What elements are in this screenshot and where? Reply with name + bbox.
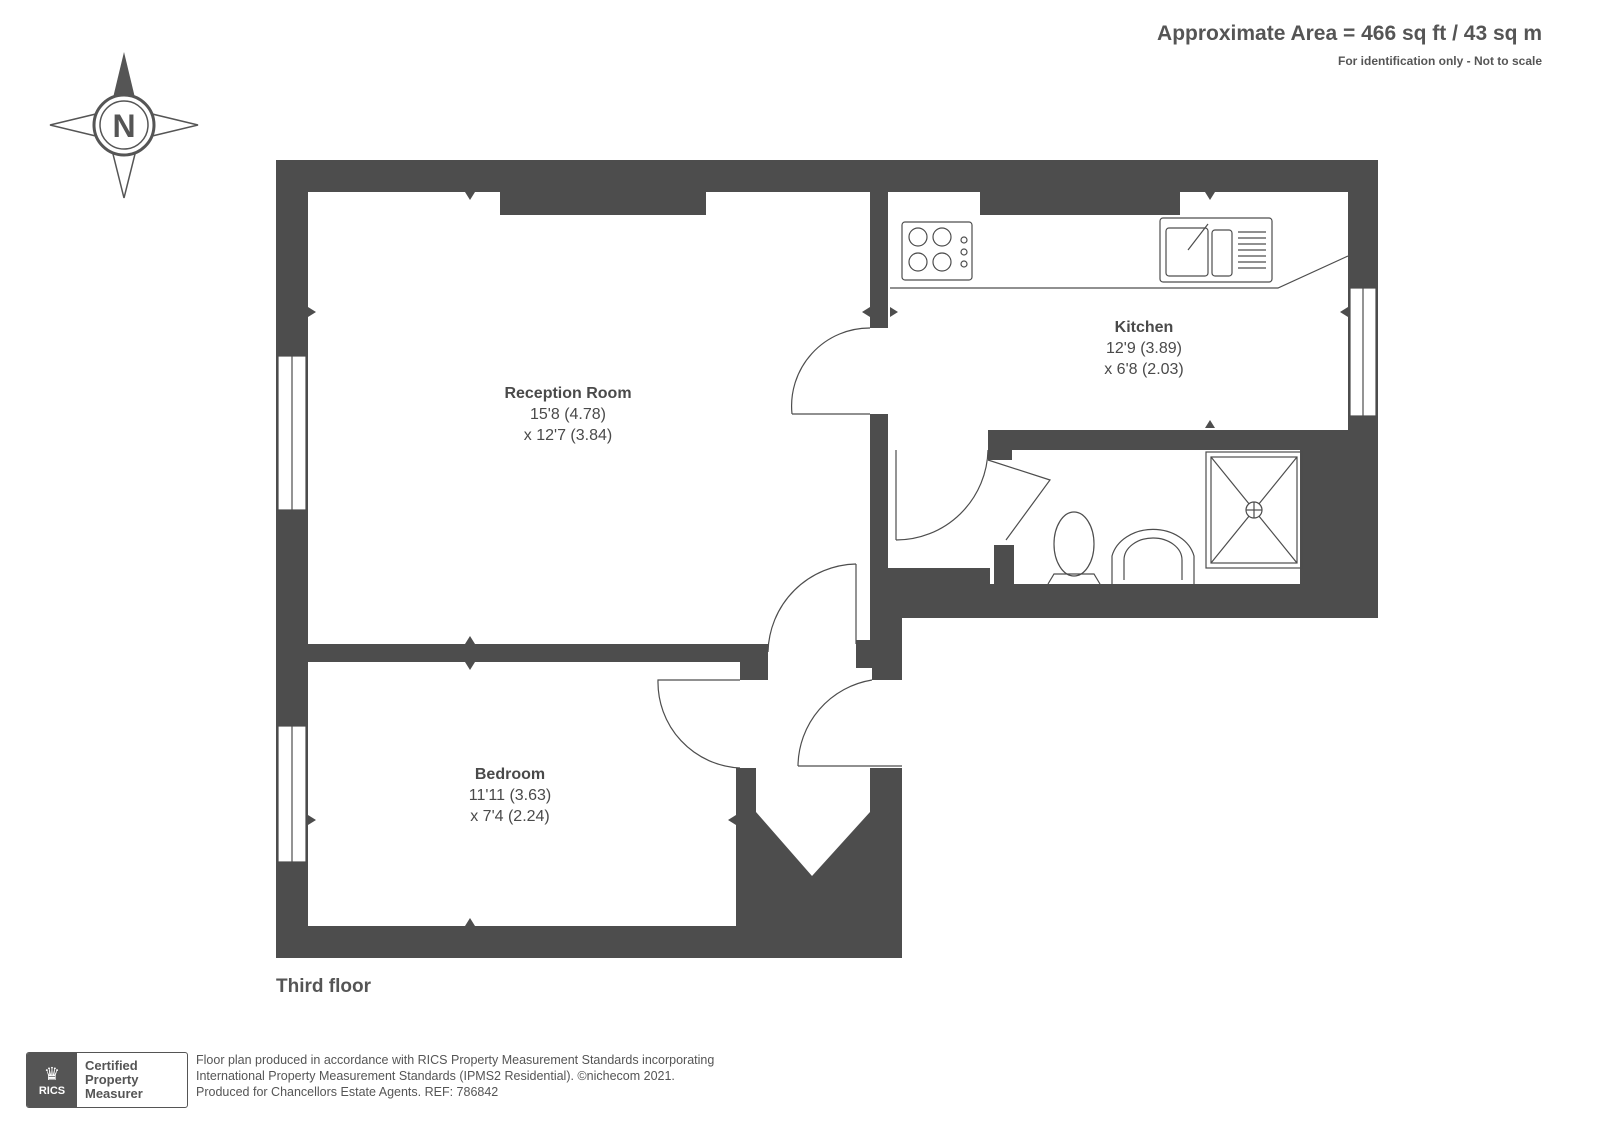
badge-line: Measurer [85,1086,143,1101]
room-kitchen [1104,319,1184,378]
room-dimension: 11'11 (3.63) [468,787,552,804]
badge-line: Certified [85,1058,138,1073]
footer-line: Produced for Chancellors Estate Agents. REF: 786842 [196,1085,499,1099]
lion-icon: ♛ [43,1063,61,1084]
room-name: Reception Room [504,385,632,402]
scale-note: For identification only - Not to scale [1337,54,1542,68]
kitchen-counter [890,218,1348,288]
compass-icon [50,52,198,198]
room-dimension: x 12'7 (3.84) [523,427,613,444]
bathroom-fixtures [1048,452,1302,584]
room-dimension: x 6'8 (2.03) [1104,361,1184,378]
floor-label: Third floor [276,976,371,997]
room-dimension: 15'8 (4.78) [530,406,606,423]
room-dimension: x 7'4 (2.24) [470,808,550,825]
compass-letter: N [112,108,136,144]
footer-line: International Property Measurement Standards (IPMS2 Residential). ©nichecom 2021. [196,1069,675,1083]
room-dimension: 12'9 (3.89) [1106,340,1182,357]
approximate-area: Approximate Area = 466 sq ft / 43 sq m [1157,22,1542,45]
doors [658,328,1050,768]
badge-org: RICS [38,1084,66,1097]
rics-logo [27,1053,77,1107]
room-reception [504,385,631,444]
rics-badge [26,1052,188,1108]
room-name: Bedroom [474,766,546,783]
badge-line: Property [85,1072,139,1087]
footer-line: Floor plan produced in accordance with RICS Property Measurement Standards incorporating [196,1053,715,1067]
room-bedroom [469,766,552,825]
room-name: Kitchen [1114,319,1174,336]
footer-disclaimer [196,1052,714,1100]
